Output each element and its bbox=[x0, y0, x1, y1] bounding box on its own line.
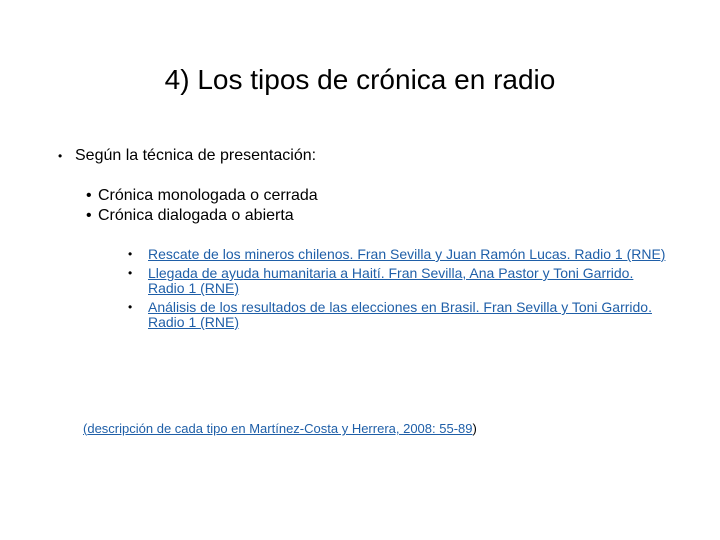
bullet-icon: • bbox=[86, 187, 92, 204]
bullet-icon: • bbox=[128, 300, 133, 314]
source-link-text: descripción de cada tipo en Martínez-Costa y Herrera, 2008: 55-89 bbox=[87, 421, 473, 436]
list-item bbox=[128, 247, 673, 262]
bullet-icon: • bbox=[58, 149, 63, 163]
example-link-haiti[interactable]: Llegada de ayuda humanitaria a Haití. Fran Sevilla, Ana Pastor y Toni Garrido. Radio 1 (RNE) bbox=[148, 265, 634, 296]
source-note bbox=[83, 421, 477, 437]
list-item bbox=[86, 186, 318, 206]
type-label: Crónica monologada o cerrada bbox=[98, 187, 318, 204]
slide-title: 4) Los tipos de crónica en radio bbox=[164, 64, 556, 95]
bullet-icon: • bbox=[86, 207, 92, 224]
example-link-mineros[interactable]: Rescate de los mineros chilenos. Fran Sevilla y Juan Ramón Lucas. Radio 1 (RNE) bbox=[148, 246, 666, 262]
section-heading-item bbox=[58, 146, 316, 166]
bullet-icon: • bbox=[128, 266, 133, 280]
bullet-icon: • bbox=[128, 247, 133, 261]
example-link-brasil[interactable]: Análisis de los resultados de las elecciones en Brasil. Fran Sevilla y Toni Garrido. Radio 1 (RNE) bbox=[148, 299, 652, 330]
examples-list bbox=[128, 247, 673, 334]
chronicle-types-list bbox=[86, 186, 318, 226]
list-item bbox=[86, 206, 318, 226]
list-item bbox=[128, 266, 673, 296]
source-open-paren: ( bbox=[83, 421, 88, 436]
list-item bbox=[128, 300, 673, 330]
section-heading: Según la técnica de presentación: bbox=[75, 147, 317, 164]
source-close-paren: ) bbox=[472, 421, 477, 436]
source-link[interactable] bbox=[83, 421, 473, 436]
type-label: Crónica dialogada o abierta bbox=[98, 207, 294, 224]
